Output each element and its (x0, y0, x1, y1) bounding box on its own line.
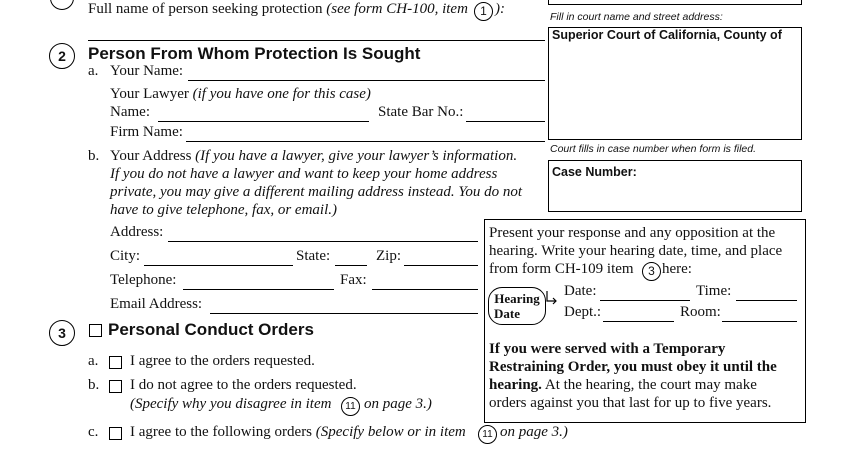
item-11-circle-c: 11 (478, 425, 497, 444)
your-address-note: (If you have a lawyer, give your lawyer’s information. (195, 148, 518, 164)
item-3-circle: 3 (642, 262, 661, 281)
warning-line-2: Restraining Order, you must obey it until the (489, 359, 777, 375)
hearing-date-label: Date: (564, 283, 597, 299)
state-bar-field[interactable] (466, 121, 545, 122)
s2-a-letter: a. (88, 63, 99, 79)
s3-c-letter: c. (88, 424, 99, 440)
disagree-note: (Specify why you disagree in item (130, 396, 332, 412)
your-lawyer-note: (if you have one for this case) (192, 86, 371, 102)
zip-field[interactable] (404, 265, 478, 266)
agree-following-checkbox[interactable] (109, 427, 122, 440)
state-label: State: (296, 248, 331, 264)
court-name-label: Superior Court of California, County of (552, 28, 782, 42)
item-1-circle: 1 (474, 2, 493, 21)
court-fill-note: Fill in court name and street address: (550, 11, 723, 23)
address-instruction-2: If you do not have a lawyer and want to keep your home address (110, 166, 498, 182)
hearing-room-label: Room: (680, 304, 721, 320)
top-box-fragment (548, 0, 802, 5)
hearing-dept-label: Dept.: (564, 304, 602, 320)
firm-name-field[interactable] (186, 141, 545, 142)
hearing-time-field[interactable] (736, 300, 797, 301)
your-address-row-1 (110, 148, 517, 165)
hearing-intro-3-end: here: (662, 261, 692, 277)
state-bar-label: State Bar No.: (378, 104, 464, 120)
section-3-number: 3 (49, 320, 75, 346)
section-2-number: 2 (49, 43, 75, 69)
your-lawyer-row (110, 86, 371, 103)
lawyer-name-field[interactable] (158, 121, 369, 122)
city-label: City: (110, 248, 141, 264)
s3-a-letter: a. (88, 353, 99, 369)
badge-line-1: Hearing (494, 291, 540, 306)
section-3-title: Personal Conduct Orders (108, 320, 314, 339)
badge-line-2: Date (494, 306, 520, 321)
agree-checkbox[interactable] (109, 356, 122, 369)
zip-label: Zip: (376, 248, 401, 264)
full-name-label: Full name of person seeking protection (88, 1, 323, 17)
warning-hearing-bold: hearing. (489, 377, 542, 393)
your-name-label: Your Name: (110, 63, 184, 79)
hearing-time-label: Time: (696, 283, 732, 299)
address-field[interactable] (168, 241, 478, 242)
full-name-end: ): (495, 1, 505, 17)
top-left-circle-fragment (50, 0, 74, 10)
your-address-label: Your Address (110, 148, 192, 164)
email-label: Email Address: (110, 296, 203, 312)
case-number-label: Case Number: (552, 165, 637, 179)
your-name-field[interactable] (188, 80, 545, 81)
telephone-field[interactable] (183, 289, 334, 290)
warning-line-3 (489, 377, 757, 394)
hearing-intro-1: Present your response and any opposition at the (489, 225, 776, 241)
hearing-dept-field[interactable] (603, 321, 674, 322)
section-3-checkbox[interactable] (89, 324, 102, 337)
your-lawyer-label: Your Lawyer (110, 86, 189, 102)
address-label: Address: (110, 224, 164, 240)
lawyer-name-label: Name: (110, 104, 150, 120)
agree-following-note-end: on page 3.) (500, 424, 568, 440)
agree-following-note: (Specify below or in item (315, 424, 466, 440)
email-field[interactable] (210, 313, 478, 314)
hearing-intro-3: from form CH-109 item (489, 261, 634, 277)
fax-field[interactable] (372, 289, 478, 290)
address-instruction-3: private, you may give a different mailing address instead. You do not (110, 184, 523, 200)
address-instruction-4: have to give telephone, fax, or email.) (110, 202, 338, 218)
city-field[interactable] (144, 265, 293, 266)
case-number-note: Court fills in case number when form is filed. (550, 143, 756, 155)
disagree-label: I do not agree to the orders requested. (130, 377, 357, 393)
hearing-room-field[interactable] (722, 321, 797, 322)
disagree-note-end: on page 3.) (364, 396, 432, 412)
s2-b-letter: b. (88, 148, 100, 164)
warning-line-1: If you were served with a Temporary (489, 341, 726, 357)
hearing-date-field[interactable] (600, 300, 690, 301)
full-name-note: (see form CH-100, item (326, 1, 468, 17)
state-field[interactable] (335, 265, 367, 266)
warning-line-3-rest: At the hearing, the court may make (544, 377, 757, 393)
firm-name-label: Firm Name: (110, 124, 183, 140)
section-2-title: Person From Whom Protection Is Sought (88, 44, 421, 63)
hearing-date-badge (488, 287, 546, 325)
fax-label: Fax: (340, 272, 367, 288)
disagree-checkbox[interactable] (109, 380, 122, 393)
agree-following-row (130, 424, 466, 441)
s3-b-letter: b. (88, 377, 100, 393)
agree-following-label: I agree to the following orders (130, 424, 313, 440)
full-name-field[interactable] (88, 40, 545, 41)
full-name-row (88, 1, 468, 18)
pointer-arrow-icon (545, 289, 559, 305)
hearing-intro-2: hearing. Write your hearing date, time, and place (489, 243, 783, 259)
item-11-circle-b: 11 (341, 397, 360, 416)
warning-line-4: orders against you that last for up to five years. (489, 395, 772, 411)
telephone-label: Telephone: (110, 272, 177, 288)
agree-label: I agree to the orders requested. (130, 353, 315, 369)
court-name-box[interactable] (548, 27, 802, 140)
